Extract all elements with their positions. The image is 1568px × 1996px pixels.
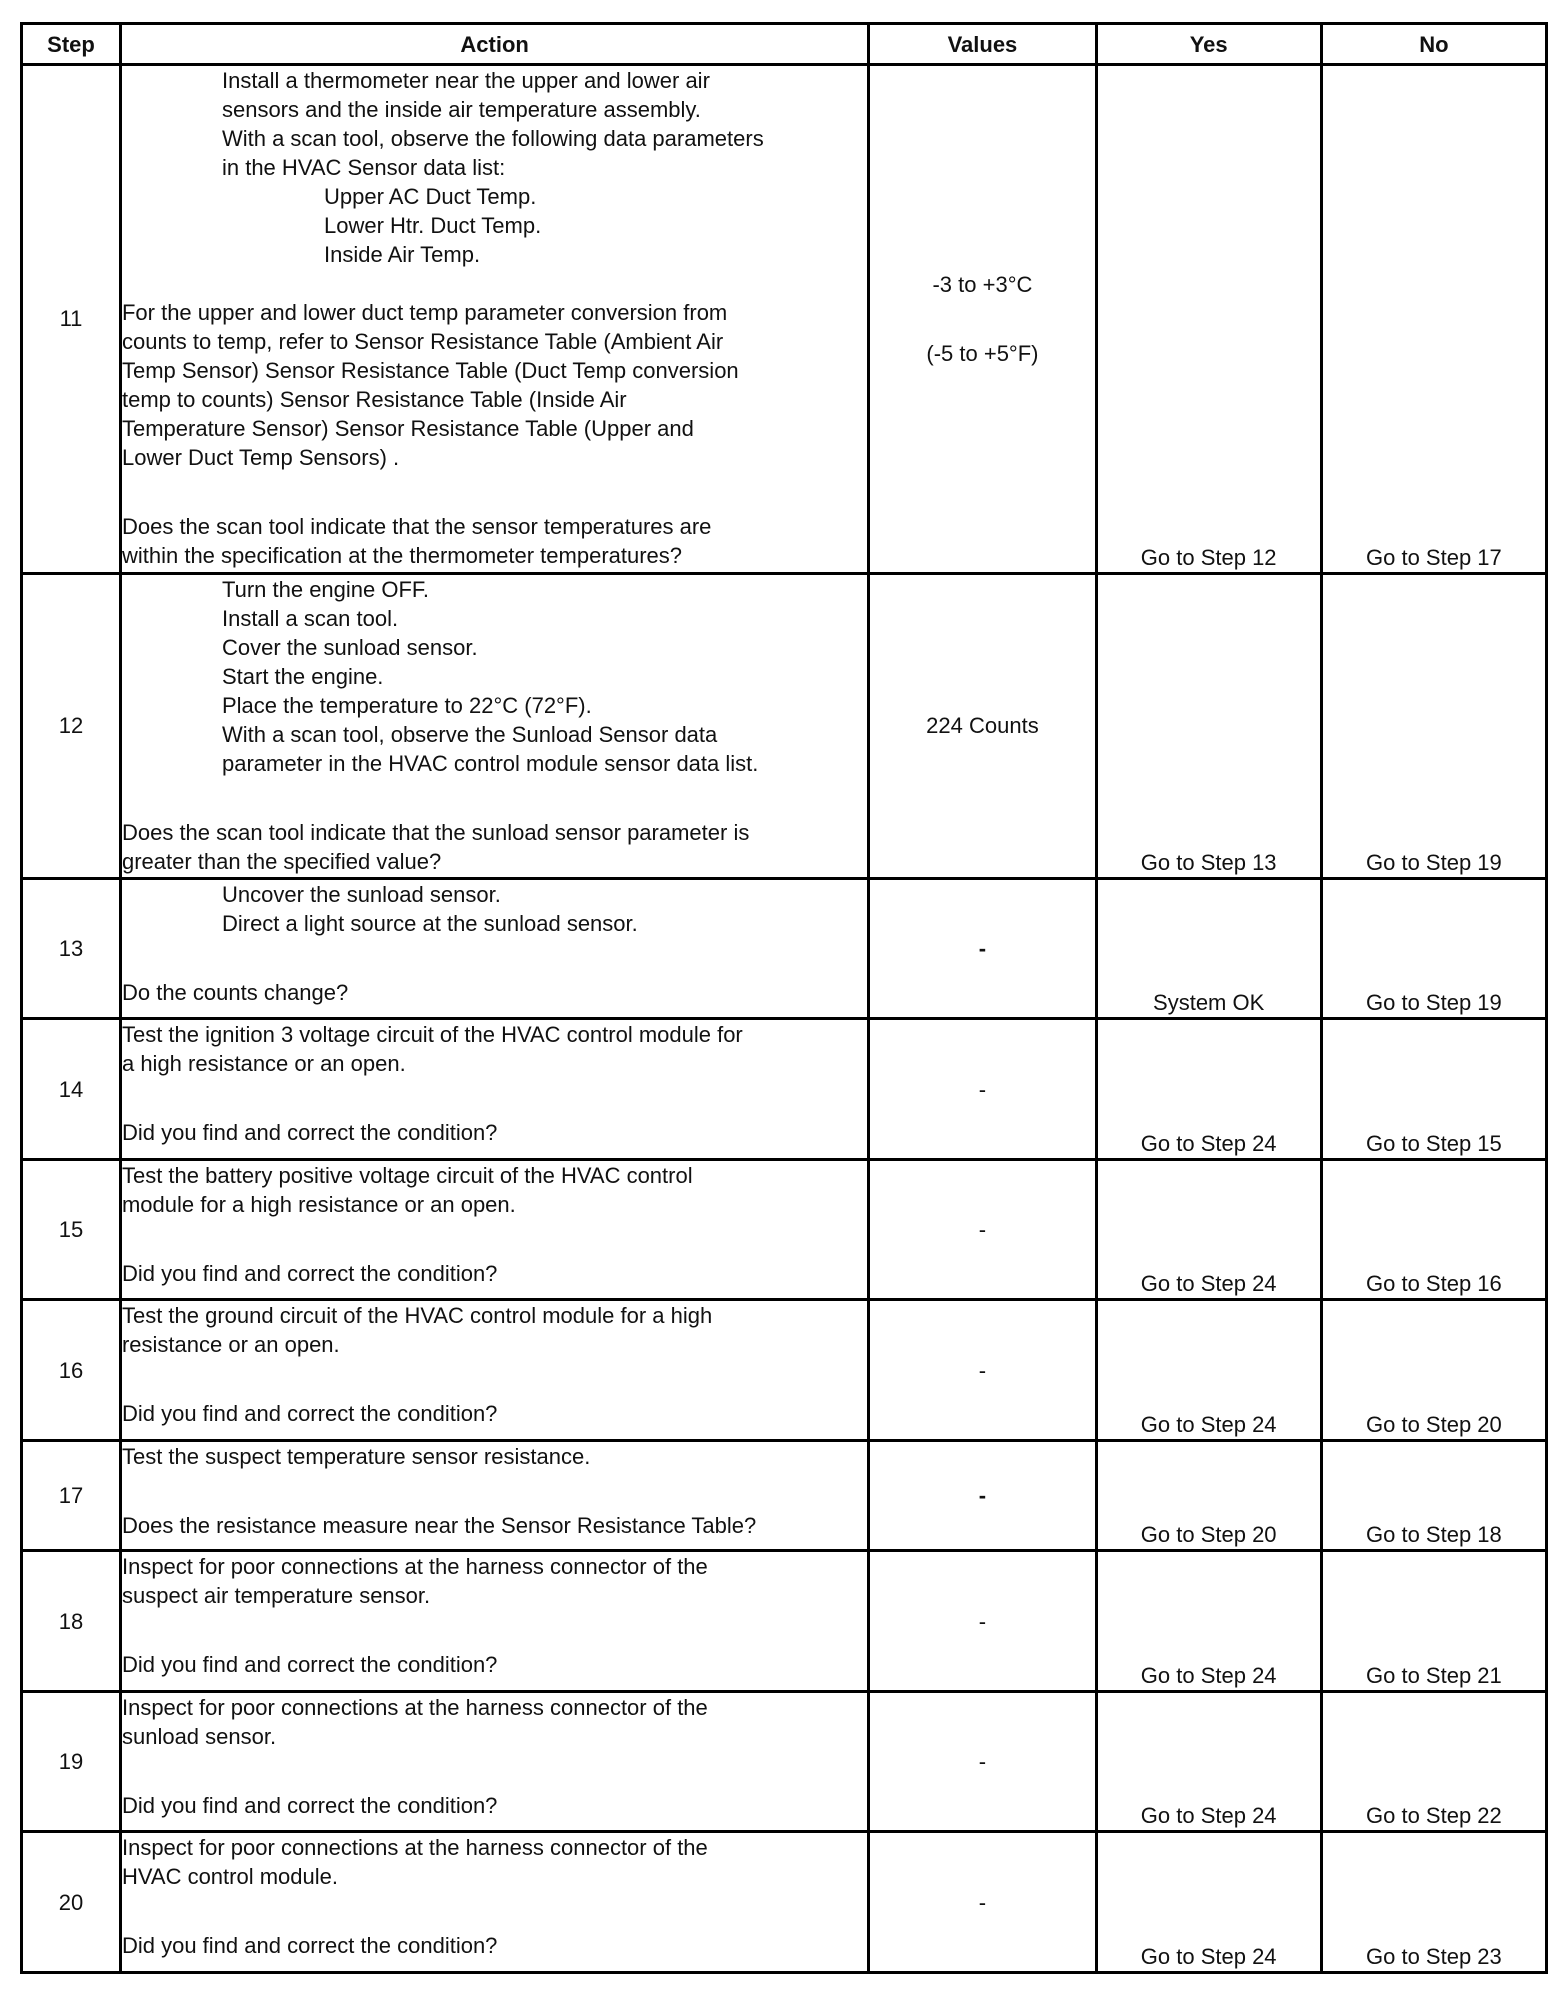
values-cell: - xyxy=(869,1551,1096,1692)
action-text-line: Test the ground circuit of the HVAC control module for a high xyxy=(121,1303,713,1329)
action-text-line: Test the ignition 3 voltage circuit of the HVAC control module for xyxy=(121,1022,743,1048)
action-question-line: within the specification at the thermometer temperatures? xyxy=(121,543,683,568)
action-note-line: temp to counts) Sensor Resistance Table (Inside Air xyxy=(121,387,627,412)
yes-cell: Go to Step 24 xyxy=(1096,1159,1321,1300)
action-cell xyxy=(120,1691,868,1832)
step-number: 17 xyxy=(22,1440,121,1550)
action-cell xyxy=(120,65,868,574)
action-note-line: Temp Sensor) Sensor Resistance Table (Duct Temp conversion xyxy=(121,358,739,383)
header-step: Step xyxy=(22,24,121,65)
action-cell xyxy=(120,1019,868,1160)
header-action: Action xyxy=(120,24,868,65)
action-text-line: Inspect for poor connections at the harness connector of the xyxy=(121,1694,708,1720)
no-cell: Go to Step 23 xyxy=(1321,1832,1546,1973)
values-cell: - xyxy=(869,1019,1096,1160)
no-cell: Go to Step 17 xyxy=(1321,65,1546,574)
header-yes: Yes xyxy=(1096,24,1321,65)
action-question-line: Does the scan tool indicate that the sensor temperatures are xyxy=(121,514,712,539)
action-cell xyxy=(120,878,868,1019)
table-row xyxy=(22,65,1547,574)
action-step-line: Cover the sunload sensor. xyxy=(221,634,478,660)
values-cell: 224 Counts xyxy=(869,573,1096,878)
action-question-line: Does the resistance measure near the Sensor Resistance Table? xyxy=(121,1512,757,1538)
values-cell: - xyxy=(869,1440,1096,1550)
no-cell: Go to Step 16 xyxy=(1321,1159,1546,1300)
action-text-line: sunload sensor. xyxy=(121,1723,277,1749)
action-step-line: Place the temperature to 22°C (72°F). xyxy=(221,692,592,718)
step-number: 15 xyxy=(22,1159,121,1300)
action-step-line: Start the engine. xyxy=(221,663,384,689)
action-question-line: Did you find and correct the condition? xyxy=(121,1120,498,1146)
table-row xyxy=(22,878,1547,1019)
table-row xyxy=(22,573,1547,878)
values-cell: - xyxy=(869,1300,1096,1441)
values-cell: - xyxy=(869,1691,1096,1832)
header-values: Values xyxy=(869,24,1096,65)
no-cell: Go to Step 22 xyxy=(1321,1691,1546,1832)
action-text-line: Test the suspect temperature sensor resistance. xyxy=(121,1443,591,1469)
action-cell xyxy=(120,1832,868,1973)
action-step-line: sensors and the inside air temperature assembly. xyxy=(221,97,701,122)
action-note-line: Lower Duct Temp Sensors) . xyxy=(121,445,400,470)
data-parameter: Lower Htr. Duct Temp. xyxy=(323,213,542,238)
table-row xyxy=(22,1159,1547,1300)
no-cell: Go to Step 21 xyxy=(1321,1551,1546,1692)
step-number: 19 xyxy=(22,1691,121,1832)
action-text-line: a high resistance or an open. xyxy=(121,1051,406,1077)
data-parameter: Upper AC Duct Temp. xyxy=(323,184,537,209)
action-text-line: Inspect for poor connections at the harness connector of the xyxy=(121,1554,708,1580)
action-question-line: Does the scan tool indicate that the sunload sensor parameter is xyxy=(121,819,750,845)
step-number: 18 xyxy=(22,1551,121,1692)
data-parameter: Inside Air Temp. xyxy=(323,242,481,267)
action-question-line: Did you find and correct the condition? xyxy=(121,1401,498,1427)
action-cell xyxy=(120,1440,868,1550)
header-row xyxy=(22,24,1547,65)
yes-cell: Go to Step 24 xyxy=(1096,1832,1321,1973)
action-step-line: Uncover the sunload sensor. xyxy=(221,881,501,907)
action-step-line: With a scan tool, observe the following data parameters xyxy=(221,126,764,151)
yes-cell: System OK xyxy=(1096,878,1321,1019)
yes-cell: Go to Step 13 xyxy=(1096,573,1321,878)
action-text-line: suspect air temperature sensor. xyxy=(121,1583,431,1609)
action-step-line: Turn the engine OFF. xyxy=(221,576,430,602)
table-row xyxy=(22,1300,1547,1441)
action-step-line: Direct a light source at the sunload sensor. xyxy=(221,910,638,936)
action-question-line: Did you find and correct the condition? xyxy=(121,1652,498,1678)
yes-cell: Go to Step 24 xyxy=(1096,1691,1321,1832)
action-question-line: Did you find and correct the condition? xyxy=(121,1933,498,1959)
action-step-line: in the HVAC Sensor data list: xyxy=(221,155,506,180)
action-question-line: greater than the specified value? xyxy=(121,848,442,874)
step-number: 16 xyxy=(22,1300,121,1441)
table-row xyxy=(22,1440,1547,1550)
header-no: No xyxy=(1321,24,1546,65)
no-cell: Go to Step 20 xyxy=(1321,1300,1546,1441)
yes-cell: Go to Step 24 xyxy=(1096,1019,1321,1160)
no-cell: Go to Step 19 xyxy=(1321,573,1546,878)
table-row xyxy=(22,1691,1547,1832)
value-celsius: -3 to +3°C xyxy=(932,271,1033,297)
action-cell xyxy=(120,573,868,878)
no-cell: Go to Step 18 xyxy=(1321,1440,1546,1550)
action-cell xyxy=(120,1159,868,1300)
yes-cell: Go to Step 24 xyxy=(1096,1300,1321,1441)
action-question-line: Did you find and correct the condition? xyxy=(121,1260,498,1286)
action-step-line: Install a scan tool. xyxy=(221,605,399,631)
action-text-line: module for a high resistance or an open. xyxy=(121,1191,516,1217)
table-row xyxy=(22,1551,1547,1692)
table-row xyxy=(22,1019,1547,1160)
action-note-line: For the upper and lower duct temp parameter conversion from xyxy=(121,300,728,325)
step-number: 20 xyxy=(22,1832,121,1973)
values-cell: - xyxy=(869,1159,1096,1300)
action-note-line: counts to temp, refer to Sensor Resistance Table (Ambient Air xyxy=(121,329,724,354)
action-step-line: parameter in the HVAC control module sensor data list. xyxy=(221,750,759,776)
action-text-line: Test the battery positive voltage circuit of the HVAC control xyxy=(121,1162,693,1188)
action-question-line: Did you find and correct the condition? xyxy=(121,1792,498,1818)
step-number: 14 xyxy=(22,1019,121,1160)
action-text-line: HVAC control module. xyxy=(121,1864,338,1890)
table-row xyxy=(22,1832,1547,1973)
values-cell xyxy=(869,65,1096,574)
action-cell xyxy=(120,1551,868,1692)
no-cell: Go to Step 19 xyxy=(1321,878,1546,1019)
action-step-line: Install a thermometer near the upper and lower air xyxy=(221,68,710,93)
action-question-line: Do the counts change? xyxy=(121,979,349,1005)
diagnostic-table xyxy=(20,22,1548,1974)
yes-cell: Go to Step 24 xyxy=(1096,1551,1321,1692)
action-step-line: With a scan tool, observe the Sunload Sensor data xyxy=(221,721,718,747)
step-number: 13 xyxy=(22,878,121,1019)
action-text-line: Inspect for poor connections at the harness connector of the xyxy=(121,1835,708,1861)
step-number: 11 xyxy=(22,65,121,574)
action-note-line: Temperature Sensor) Sensor Resistance Table (Upper and xyxy=(121,416,694,441)
value-fahrenheit: (-5 to +5°F) xyxy=(926,340,1039,366)
no-cell: Go to Step 15 xyxy=(1321,1019,1546,1160)
values-cell: - xyxy=(869,1832,1096,1973)
yes-cell: Go to Step 20 xyxy=(1096,1440,1321,1550)
action-cell xyxy=(120,1300,868,1441)
yes-cell: Go to Step 12 xyxy=(1096,65,1321,574)
values-cell: - xyxy=(869,878,1096,1019)
step-number: 12 xyxy=(22,573,121,878)
action-text-line: resistance or an open. xyxy=(121,1332,340,1358)
